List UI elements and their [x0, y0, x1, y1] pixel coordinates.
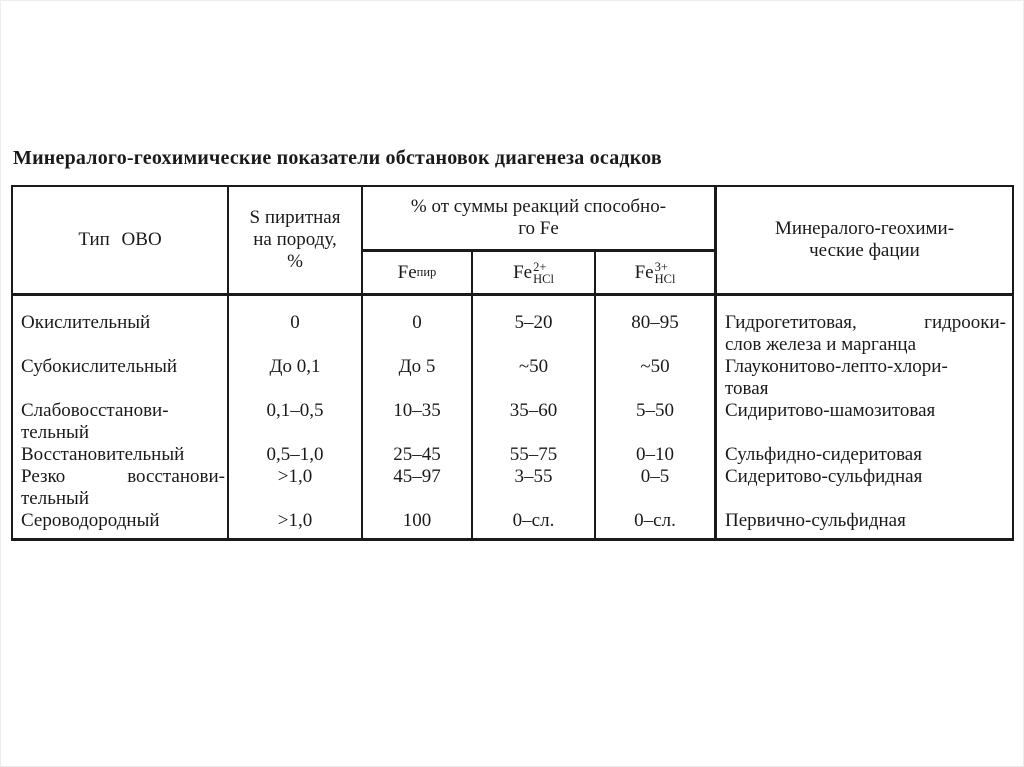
fe3-scripts	[655, 261, 676, 285]
text-line	[596, 488, 714, 510]
fe3-base: Fe	[634, 261, 654, 283]
text-line: 35–60	[509, 400, 558, 421]
text-line: Сидеритово-сульфидная	[725, 466, 923, 487]
text-line: 10–35	[393, 400, 441, 421]
header-fe-subrow	[363, 252, 714, 293]
text-line: Минералого-геохими-	[774, 218, 955, 239]
text-line: 80–95	[631, 312, 679, 333]
page-title: Минералого-геохимические показатели обстановок диагенеза осадков	[13, 147, 662, 169]
text-line: ~50	[518, 356, 549, 377]
header-cell-type	[13, 187, 229, 293]
fe2-scripts	[533, 261, 554, 285]
text-line: 5–20	[514, 312, 553, 333]
text-line: 0	[290, 312, 300, 333]
text-line	[473, 334, 594, 356]
text-line	[229, 488, 361, 510]
header-cell-fe3-hcl	[596, 252, 714, 293]
text-line: >1,0	[277, 510, 313, 531]
text-line	[363, 378, 471, 400]
text-line: >1,0	[277, 466, 313, 487]
fe2-superscript: 2+	[533, 259, 547, 274]
text-line	[596, 422, 714, 444]
text-line: Сероводородный	[21, 510, 160, 531]
text-line: 3–55	[514, 466, 553, 487]
text-line: 5–50	[636, 400, 674, 421]
text-line: го Fe	[518, 218, 559, 239]
text-line: Окислительный	[21, 312, 151, 333]
text-line	[473, 378, 594, 400]
text-line: 0–5	[640, 466, 670, 487]
text-line: 45–97	[393, 466, 441, 487]
text-line: на породу,	[253, 229, 337, 250]
text-line: 0–сл.	[634, 510, 676, 531]
text-line: 0,1–0,5	[266, 400, 324, 421]
text-line: тельный	[21, 488, 89, 509]
column-facies	[717, 296, 1012, 538]
header-type-label: Тип ОВО	[78, 229, 162, 250]
diagenesis-indicators-table	[11, 185, 1014, 541]
table-header-row	[13, 187, 1012, 296]
text-line: Гидрогетитовая, гидрооки-	[725, 312, 1006, 333]
text-line: 0	[412, 312, 422, 333]
text-line	[363, 488, 471, 510]
header-cell-fe2-hcl	[473, 252, 596, 293]
text-line: Сульфидно-сидеритовая	[725, 444, 922, 465]
text-line: 100	[402, 510, 432, 531]
text-line	[473, 422, 594, 444]
fe3-superscript: 3+	[654, 259, 668, 274]
text-line	[229, 378, 361, 400]
text-line: 0–10	[636, 444, 674, 465]
text-line: Первично-сульфидная	[725, 510, 906, 531]
text-line: ческие фации	[809, 240, 920, 261]
fe2-subscript: HCl	[533, 271, 554, 286]
text-line: 0–сл.	[512, 510, 555, 531]
text-line: 55–75	[509, 444, 558, 465]
text-line: Сидиритово-шамозитовая	[725, 400, 936, 421]
column-fe2-hcl	[473, 296, 596, 538]
text-line	[21, 334, 225, 356]
text-line: Субокислительный	[21, 356, 178, 377]
column-type	[13, 296, 229, 538]
text-line: До 5	[398, 356, 436, 377]
column-fe3-hcl	[596, 296, 717, 538]
text-line: ~50	[640, 356, 670, 377]
header-fe-group-title	[363, 187, 714, 252]
text-line	[229, 334, 361, 356]
text-line	[725, 422, 1006, 444]
fe3-subscript: HCl	[654, 271, 676, 286]
column-s-pyrite	[229, 296, 363, 538]
fe-pir-subscript: пир	[416, 265, 437, 279]
text-line: До 0,1	[269, 356, 321, 377]
column-fe-pyrite	[363, 296, 473, 538]
fe-pir-base: Fe	[397, 261, 417, 283]
text-line	[473, 488, 594, 510]
text-line: Глауконитово-лепто-хлори-	[725, 356, 948, 377]
header-fe-group	[363, 187, 717, 293]
text-line: 0,5–1,0	[266, 444, 324, 465]
text-line: товая	[725, 378, 769, 399]
text-line: слов железа и марганца	[725, 334, 917, 355]
text-line	[596, 334, 714, 356]
table-body-row	[13, 296, 1012, 538]
text-line: 25–45	[393, 444, 441, 465]
text-line: S пиритная	[249, 207, 341, 228]
text-line: Слабовосстанови-	[21, 400, 169, 421]
text-line: Восстановительный	[21, 444, 185, 465]
fe2-base: Fe	[513, 261, 533, 283]
header-cell-s-pyrite	[229, 187, 363, 293]
text-line	[596, 378, 714, 400]
text-line	[363, 334, 471, 356]
text-line: Резко восстанови-	[21, 466, 225, 487]
text-line: тельный	[21, 422, 89, 443]
header-cell-fe-pyrite	[363, 252, 473, 293]
text-line	[21, 378, 225, 400]
text-line	[363, 422, 471, 444]
text-line: % от суммы реакций способно-	[410, 196, 667, 217]
header-cell-facies	[717, 187, 1012, 293]
text-line: %	[287, 251, 303, 272]
text-line	[229, 422, 361, 444]
text-line	[725, 488, 1006, 510]
